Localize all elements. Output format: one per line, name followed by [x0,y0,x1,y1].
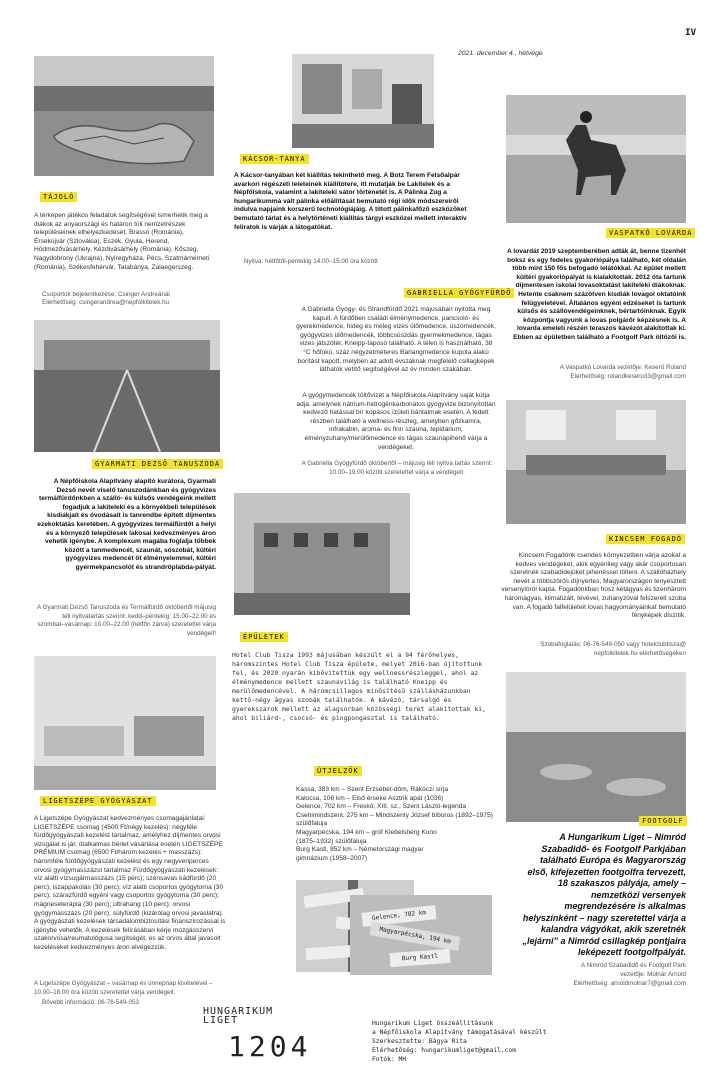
gabriella-note: A Gabriella Gyógyfürdő októbertől – májusig téli nyitva tartás szerint: 10.00–19.00 között szeretettel várja a vendégeit. [301,460,493,476]
epuletek-tag: ÉPÜLETEK [240,632,288,642]
gabriella-body-1: A Gabriella Gyógy- és Strandfürdő 2021 májusában nyitotta meg kapuit. A fürdőben családi élménymedence, pancsoló- és gyerekmedence, hideg és meleg vizes ülőmedence, úszómedencék, gyógyvizes ülőmedencék, többcsúszdás gyermekmedence, tágas vizes játszótér, Kneipp-taposó található. A télen is használható, 38 °C hőfokú, száz négyzetméteres Barlangmedence kupola alakú borítást kapott, melyben az adott évszaknak megfelelő csillagképek láthatók vetítő segítségével az év minden szakában. [296,306,496,374]
utjelzo-line: Gelence, 702 km – Freskó, XIII. sz., Szent László-legenda [296,803,467,811]
footer-credit-1: Hungarikum Liget összeállításunk [372,1020,494,1027]
kincsem-tag: KINCSEM FOGADÓ [606,534,685,544]
utjelzo-line: (1875–1932) szülőfaluja [296,837,367,845]
utjelzo-line: Magyarpécska, 194 km – gróf Klebelsberg Kuno [296,828,437,836]
utjelzo-line: Kalocsa, 106 km – Első érseke Asztrik apát (1036) [296,794,444,802]
gyarmati-body: A Népfőiskola Alapítvány alapító kurátora, Gyarmati Dezső nevét viselő tanuszodánkban és gyógyvizes termálfürdőnkben a szálló- és külsős vendégeink mellett fogadjuk a lakiteleki és a környékbeli települések kisdiákjait és óvodásait is tanrendbe épített díjmentes ezekoktatás keretében. A gyógyvizes termálfürdőt a helyi és a környező települések lakosai kedvezményes áron vehetik igénybe. A komplexum magába foglalja többek között a tanmedencét, szaunát, sószobát, kültéri gyógyvizes medencét öt élményelemmel, kültéri gyermekpancsolót és strandröplabda-pályát. [37,478,216,571]
footgolf-tag: FOOTGOLF [639,816,687,826]
utjelzo-line: Burg Kastl, 852 km – Németországi magyar [296,846,424,854]
tajolo-body: A térképen játékos feladatok segítségével ismerhetik meg a diákok az anyaországi és határon túli nemzetrészek településeinek elhelyezkedését. Brassó (Románia), Érsekújvár (Szlovákia), Eszék, Gyula, Herend, Hódmezővásárhely, Kézdivásárhely (Románia), Kőszeg, Nagydobrony (Ukrajna), Nyíregyháza, Pécs, Szatmárnémeti (Románia), Székesfehérvár, Tatabánya, Zalaegerszeg. [34,212,210,271]
gabriella-tag: GABRIELLA GYÓGYFÜRDŐ [404,288,514,298]
hotel-building-photo [234,493,410,615]
gabriella-body-2: A gyógymedencék töltővizét a Népfőiskola Alapítvány saját kútja adja, amelynek nátrium-hidrogénkarbonátos gyógyvize bizonyítottan kedvező hatással bír kopásos ízületi bántalmak esetén. A fedett részben található a wellness-részleg, amelyben gőzkamra, infrakabin, aroma- és finn szauna, tepidárium, élményzuhany/merülőmedence és tágas szaunapihenő várja a vendégeket. [296,392,496,451]
kacsor-exhibit-photo [292,54,434,148]
footer-brand-1: HUNGARIKUM [203,1006,274,1017]
footer-credit-2: a Népfőiskola Alapítvány támogatásával készült [372,1029,547,1036]
utjelzok-list [296,786,494,863]
gyarmati-note: A Gyarmati Dezső Tanuszoda és Termálfürdő októbertől májusig téli nyitvatartás szerint: kedd–péntekig: 15.00–22.00 és szombat–vasárnap: 10.00–22.00 (hétfőn zárva) szeretettel várja vendégeit! [37,604,216,637]
ligetszepe-note-1: A Ligetszépe Gyógyászat – vasárnap és ünnepnap kivételével – 10.00–18.00 óra között szeretettel várja vendégeit. [34,980,213,996]
vaspatko-contact-1: A Vaspatkó Lovarda vezetője: Keserű Roland [559,364,686,371]
sign-magyarpecska: Magyarpécska, 194 km [369,921,460,950]
vaspatko-body: A lovardát 2019 szeptemberében adták át, benne tizenhét boksz és egy fedeles gyakorlópálya található, két oldalán több mint 150 fős befogadó lelátókkal. Az épület mellett kültéri gyakorlópályát is kialakítottak. 2012 óta tartunk díjmentesen iskolai lovasoktatást lakiteleki diákoknak. Hetente csaknem százötven kisdiák lovagol oktatóink felügyeletével. Általános egyéni edzéseket is tartunk külsős és szállóvendégeinknek, bértartóinknak. Egyik központja vagyunk a lovas polgárőr képzésnek is. A lovarda emeleti részén teraszos kávézót alakítottak ki. Ebben az épületben található a Footgolf Park öltözői is. [507,248,686,341]
kincsem-restaurant-photo [506,400,686,524]
utjelzo-line: Kassa, 383 km – Szent Erzsébet-dóm, Rákóczi sírja [296,786,449,793]
footgolf-body: A Hungarikum Liget – Nimród Szabadidő- és Footgolf Parkjában található Európa és Magyarország első, kifejezetten footgolfra tervezett, 18 szakaszos pályája, amely – nemzetközi versenyek megrendezésére is alkalmas helyszínként – nagy szeretettel várja a kalandra vágyókat, akik szeretnék „lejárni” a Nimród csillagkép pontjaira leképezett footgolfpályát. [522,832,686,957]
footgolf-course-photo [506,672,686,822]
vaspatko-tag: VASPATKÓ LOVARDA [606,228,695,238]
tajolo-contact-2: Elérhetőség: csingerandrea@nepfolkitelek.hu [42,299,170,306]
kincsem-body: Kincsem Fogadónk csendes környezetben várja azokat a kedves vendégeket, akik egyénileg vagy akár csoportosan szeretnék szabadidejüket pihenéssel tölteni. A szállóházhely nevét a többszörös díjnyertes, Magyarországon tenyésztett versenylóról kapta. Fogadónkban húsz kétágyas és tizenhárom háromágyas, klimatizált, tévével, zuhanyzóval felszerelt szoba van. A fogadó falfelületeit lovas hagyományainkat bemutató fényképek díszítik. [501,552,686,620]
kincsem-contact-2: nepfolkitelek.hu elérhetőségeken [593,650,686,657]
footgolf-contact-2: vezetője: Molnár Arnold [620,971,686,978]
page-number: IV [685,28,696,38]
ligetszepe-room-photo [34,656,216,790]
utjelzo-line: gimnázium (1958–2007) [296,854,368,862]
issue-date: 2021. december 4., hétvége [458,50,543,57]
tajolo-tag: TÁJOLÓ [40,192,77,202]
footer-credit-5: Fotók: MH [372,1056,407,1063]
vaspatko-contact-2: Elérhetőség: rolandkeseru33@gmail.com [570,373,686,380]
kacsor-body: A Kácsor-tanyában két kiállítás tekinthető meg. A Botz Terem Felsőalpár avarkori régészeti leleteinek kiállítótere, itt mutatják be Lakitelek és a Népfőiskola, valamint a lakiteleki sátor történetét is. A Pálinka Zug a hungarikummá vált pálinka előállítását bemutató régi idők módszereiről indulva napjaink korszerű technológiájáig. A tiltott pálinkafőző eszközöket bemutató tárlat és a helytörténeti kiállítás tárgyi eszközei mellett interaktív feliratok is várják a látogatókat. [234,172,467,231]
utjelzo-line: Csehimindszent, 275 km – Mindszenty József bíboros (1892–1975) [296,811,493,819]
footer-credit-4: Elérhetőség: hungarikumliget@gmail.com [372,1047,517,1054]
vaspatko-horse-photo [506,95,686,223]
footgolf-contact-3: Elérhetőség: arnoldmolnar7@gmail.com [573,980,686,987]
footer-issue-number: 1204 [228,1030,312,1063]
ligetszepe-note-2: Bővebb információ: 06-76-549-053 [42,999,139,1006]
utjelzo-line: szülőfaluja [296,820,328,828]
utjelzok-tag: ÚTJELZŐK [314,766,362,776]
footer-credit-3: Szerkesztette: Bágya Rita [372,1038,467,1045]
tajolo-contact-1: Csoportok bejelentkezése: Csinger Andreánál [42,291,170,298]
tajolo-map-photo [34,56,214,176]
footgolf-contact-1: A Nimród Szabadidő és Footgolf Park [580,962,686,969]
gyarmati-tag: GYARMATI DEZSŐ TANUSZODA [92,459,223,469]
kincsem-contact-1: Szobafoglalás: 06-76-549-050 vagy hotelclubtisza@ [540,641,686,648]
footer-brand-2: LIGET [203,1015,239,1026]
ligetszepe-tag: LIGETSZÉPE GYÓGYÁSZAT [40,796,156,806]
epuletek-body: Hotel Club Tisza 1993 májusában készült el a 94 férőhelyes, háromszintes Hotel Club Tisza épülete, melyet 2016-ban újítottunk fel, és 2020 nyarán kibővítettük egy wellnessrészleggel, ahol az élménymedence mellett szaunavilág is található Kneipp és merülőmedencével. A háromcsillagos minősítésű szállásházunkban kettő-négy ágyas szobák találhatók. A kávézó, társalgó és gyerekszarok mellett az alagsorban közösségi teret alakítottak ki, ahol biliárd-, csocsó- és pingpongasztal is található. [232,651,486,722]
kacsor-tag: KÁCSOR-TANYA [240,154,309,164]
ligetszepe-body: A Ligetszépe Gyógyászat kedvezményes csomagajánlatai: LIGETSZÉPE csomag (4500 Ft/négy kezelés): négyféle fürdőgyógyászati kezelést tartalmaz, amelyhez díjmentes orvosi vizsgálat is jár, ötalkalmas bérlet vásárlása esetén LIGETSZÉPE PRÉMIUM csomag (6500 Ft/három kezelés + masszázs): háromféle fürdőgyógyászati kezelést és egy negyvenperces orvosi gyógymasszázst tartalmaz Fürdőgyógyászati kezelések: víz alatti vízsugármasszázs (15 perc); szénsavas kádfürdő (20 perc); iszappakolás (30 perc); víz alatti csoportos gyógytorna (30 perc); szárazfürdő egyéni vagy csoportos gyógytorna (30 perc); mágneseterápia (30 perc); ultrahang (10 perc); orvosi gyógymasszázs (20 perc); súlyfürdő (kizárólag orvosi javaslatra). A gyógyászati kezelések társadalombiztosítási finanszírozással is igénybe vehetők. A kezelések felírásában kérje mozgásszervi szakorvosa/reumatológusa segítségét, és az orvos által javasolt kezeléseket kedvezményes áron elvégezzük. [34,815,226,951]
tanuszoda-pool-photo [34,320,220,452]
sign-burg-kastl: Burg Kastl [390,949,451,967]
sign-gelence: Gelence, 702 km [361,905,436,927]
utjelzok-signs-photo [350,895,492,975]
kacsor-note: Nyitva: hétfőtől-péntekig 14.00–15.00 óra között [244,258,378,265]
